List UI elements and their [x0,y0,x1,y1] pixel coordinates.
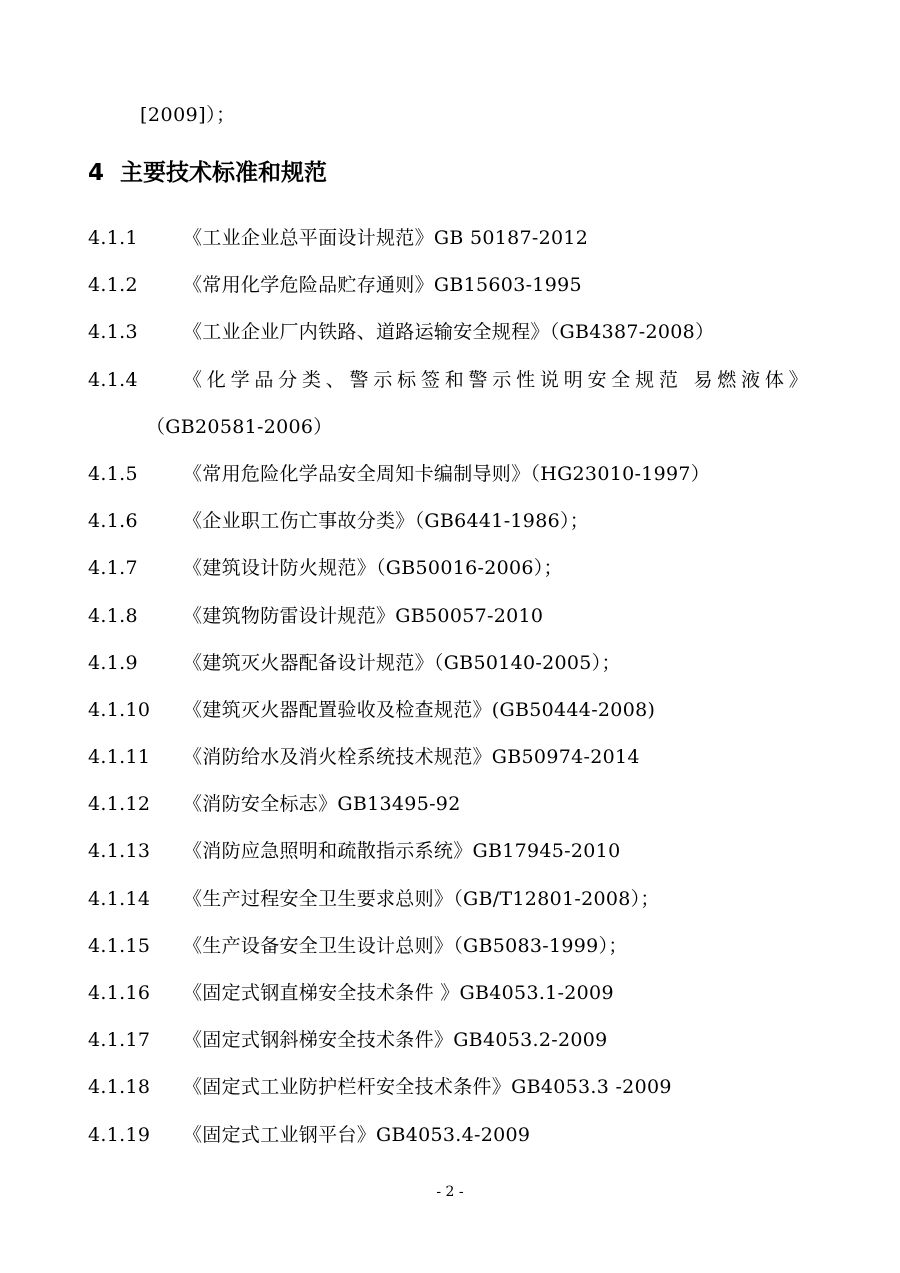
reference-item [88,555,848,602]
reference-item [88,886,848,933]
reference-title: 《常用危险化学品安全周知卡编制导则》（HG23010-1997） [183,462,711,485]
reference-title: 《常用化学危险品贮存通则》GB15603-1995 [183,274,582,297]
reference-number: 4.1.5 [88,462,138,485]
reference-title: 《固定式工业钢平台》GB4053.4-2009 [183,1123,531,1146]
reference-number: 4.1.12 [88,793,151,816]
reference-title: 《工业企业厂内铁路、道路运输安全规程》（GB4387-2008） [183,321,715,344]
reference-number: 4.1.15 [88,934,151,957]
section-heading [88,158,327,188]
reference-number: 4.1.8 [88,604,138,627]
reference-list [88,225,848,1169]
reference-title: 《固定式钢斜梯安全技术条件》GB4053.2-2009 [183,1029,608,1052]
section-number: 4 [88,160,105,186]
reference-number: 4.1.3 [88,321,138,344]
reference-number: 4.1.19 [88,1123,151,1146]
reference-number: 4.1.11 [88,746,151,769]
reference-number: 4.1.9 [88,651,138,674]
reference-title: 《建筑灭火器配备设计规范》（GB50140-2005）； [183,651,621,674]
reference-title: 《建筑设计防火规范》（GB50016-2006）； [183,557,563,580]
reference-title: 《生产设备安全卫生设计总则》（GB5083-1999）； [183,934,628,957]
reference-title-continuation: （GB20581-2006） [146,415,333,438]
reference-item [88,272,848,319]
reference-item [88,744,848,791]
reference-item [88,650,848,697]
reference-number: 4.1.14 [88,887,151,910]
reference-item [88,838,848,885]
reference-title: 《企业职工伤亡事故分类》（GB6441-1986）； [183,510,590,533]
reference-title: 《建筑物防雷设计规范》GB50057-2010 [183,604,544,627]
reference-number: 4.1.4 [88,368,138,391]
reference-title: 《消防给水及消火栓系统技术规范》GB50974-2014 [183,746,640,769]
reference-number: 4.1.18 [88,1076,151,1099]
continuation-text: [2009]）； [140,104,236,126]
reference-title: 《工业企业总平面设计规范》GB 50187-2012 [183,227,589,249]
reference-title: 《消防安全标志》GB13495-92 [183,793,461,816]
reference-number: 4.1.13 [88,840,151,863]
reference-item [88,980,848,1027]
reference-number: 4.1.10 [88,698,151,721]
reference-item [88,697,848,744]
page-number: - 2 - [436,1184,464,1200]
reference-number: 4.1.1 [88,227,138,249]
reference-number: 4.1.2 [88,274,138,297]
reference-title: 《固定式钢直梯安全技术条件 》GB4053.1-2009 [183,982,614,1004]
reference-item [88,225,848,272]
reference-title: 《建筑灭火器配置验收及检查规范》(GB50444-2008) [183,698,656,721]
reference-title: 《消防应急照明和疏散指示系统》GB17945-2010 [183,840,621,863]
reference-item [88,603,848,650]
reference-item [88,1074,848,1121]
reference-item [88,461,848,508]
section-title: 主要技术标准和规范 [120,160,327,186]
reference-item [88,508,848,555]
reference-item [88,1027,848,1074]
reference-item [88,933,848,980]
reference-item [88,791,848,838]
reference-item [88,1122,848,1169]
reference-number: 4.1.6 [88,510,138,533]
reference-item [88,367,848,461]
reference-title: 《化学品分类、警示标签和警示性说明安全规范 易燃液体》 [183,368,808,391]
reference-title: 《固定式工业防护栏杆安全技术条件》GB4053.3 -2009 [183,1076,672,1099]
reference-item [88,319,848,366]
reference-number: 4.1.17 [88,1029,151,1052]
reference-number: 4.1.7 [88,557,138,580]
reference-number: 4.1.16 [88,982,151,1004]
reference-title: 《生产过程安全卫生要求总则》（GB/T12801-2008）； [183,887,660,910]
